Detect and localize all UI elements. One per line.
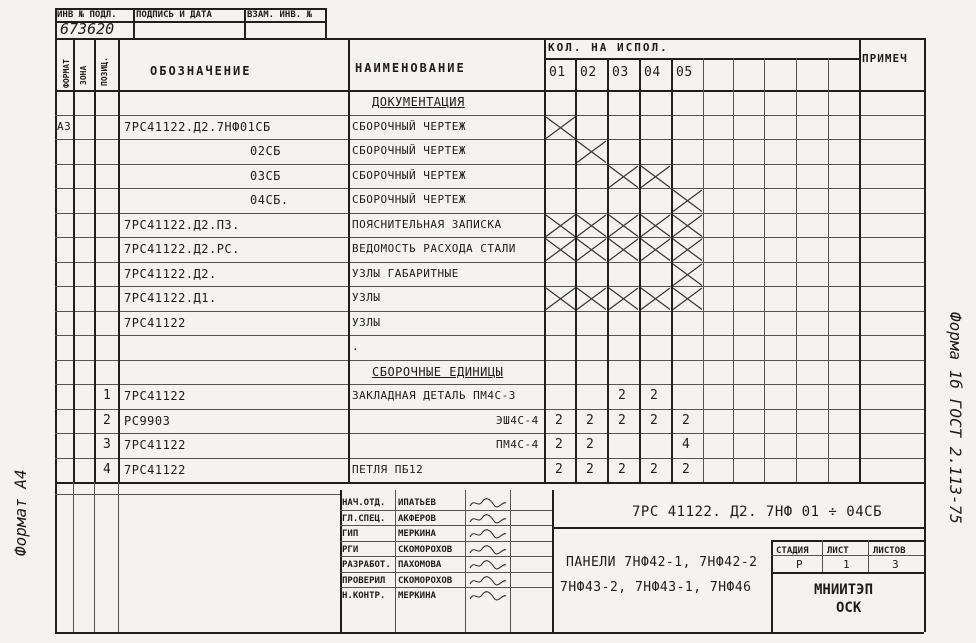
listov-value: 3 (892, 558, 899, 571)
cross-mark (609, 239, 638, 261)
row-designation: РС9903 (124, 414, 171, 428)
signature-name: МЕРКИНА (398, 529, 436, 539)
grid-line (55, 409, 924, 410)
cross-mark (577, 141, 606, 163)
row-name: . (352, 340, 360, 353)
signature-role: ГЛ.СПЕЦ. (342, 514, 386, 524)
grid-line (55, 188, 924, 189)
signature-name: ПАХОМОВА (398, 560, 442, 570)
format-note: Формат А4 (11, 469, 30, 556)
stadia-label: СТАДИЯ (776, 546, 809, 556)
cross-mark (641, 239, 670, 261)
row-name: ЗАКЛАДНАЯ ДЕТАЛЬ ПМ4С-3 (352, 389, 516, 402)
grid-line (55, 360, 924, 361)
signature-name: ИПАТЬЕВ (398, 498, 436, 508)
row-name: СБОРОЧНЫЙ ЧЕРТЕЖ (352, 193, 466, 206)
exec-col-header: 02 (580, 65, 597, 80)
grid-line (55, 311, 924, 312)
cross-mark (673, 215, 702, 237)
grid-line (703, 58, 704, 482)
title-line-1: ПАНЕЛИ 7НФ42-1, 7НФ42-2 (566, 555, 758, 570)
row-quantity: 2 (618, 413, 627, 428)
row-designation: 02СБ (250, 144, 281, 158)
grid-line (796, 58, 797, 482)
row-name: СБОРОЧНЫЙ ЧЕРТЕЖ (352, 169, 466, 182)
row-designation: 03СБ (250, 169, 281, 183)
grid-line (55, 213, 924, 214)
grid-line (924, 38, 926, 632)
cross-mark (609, 288, 638, 310)
grid-line (340, 525, 552, 526)
row-quantity: 2 (650, 388, 659, 403)
row-quantity: 2 (555, 462, 564, 477)
grid-line (118, 38, 120, 482)
grid-line (552, 490, 554, 632)
grid-line (55, 139, 924, 140)
grid-line (55, 164, 924, 165)
cross-mark (577, 215, 606, 237)
signature-role: ГИП (342, 529, 359, 539)
grid-line (340, 541, 552, 542)
row-designation: 7РС41122 (124, 389, 186, 403)
row-name: ЭШ4С-4 (496, 414, 539, 427)
grid-line (55, 335, 924, 336)
grid-line (771, 572, 924, 574)
row-quantity: 2 (555, 437, 564, 452)
row-name: УЗЛЫ (352, 316, 381, 329)
grid-line (510, 490, 511, 632)
list-value: 1 (843, 558, 850, 571)
cross-mark (609, 215, 638, 237)
grid-line (55, 38, 924, 40)
row-name: СБОРОЧНЫЙ ЧЕРТЕЖ (352, 120, 466, 133)
kol-na-ispol-header: КОЛ. НА ИСПОЛ. (548, 41, 669, 54)
row-designation: 7РС41122 (124, 316, 186, 330)
podpis-label: ПОДПИСЬ И ДАТА (136, 10, 212, 20)
grid-line (340, 510, 552, 511)
grid-line (55, 433, 924, 434)
row-quantity: 2 (586, 413, 595, 428)
grid-line (544, 58, 859, 60)
grid-line (55, 262, 924, 263)
grid-line (55, 458, 924, 459)
handwritten-signature (468, 590, 508, 602)
signature-role: НАЧ.ОТД. (342, 498, 386, 508)
grid-line (575, 58, 577, 482)
row-quantity: 2 (586, 437, 595, 452)
cross-mark (641, 215, 670, 237)
cross-mark (546, 239, 575, 261)
grid-line (94, 38, 96, 482)
cross-mark (673, 239, 702, 261)
grid-line (771, 540, 924, 542)
row-designation: 7РС41122.Д2.ПЗ. (124, 218, 240, 232)
cross-mark (673, 264, 702, 286)
grid-line (340, 587, 552, 588)
row-name: ПОЯСНИТЕЛЬНАЯ ЗАПИСКА (352, 218, 502, 231)
grid-line (94, 482, 95, 632)
row-position: 1 (103, 388, 112, 403)
org-line-2: ОСК (836, 600, 862, 616)
row-quantity: 2 (682, 413, 691, 428)
row-position: 4 (103, 462, 112, 477)
grid-line (733, 58, 734, 482)
row-quantity: 2 (555, 413, 564, 428)
grid-line (55, 115, 924, 116)
grid-line (118, 482, 119, 632)
form-note: Форма 1б ГОСТ 2.113-75 (946, 312, 965, 524)
row-position: 3 (103, 437, 112, 452)
row-name: ДОКУМЕНТАЦИЯ (372, 95, 465, 109)
row-designation: 7РС41122 (124, 438, 186, 452)
handwritten-signature (468, 559, 508, 571)
grid-line (55, 384, 924, 385)
row-name: УЗЛЫ ГАБАРИТНЫЕ (352, 267, 459, 280)
row-designation: 7РС41122 (124, 463, 186, 477)
cross-mark (546, 288, 575, 310)
row-name: УЗЛЫ (352, 291, 381, 304)
grid-line (55, 482, 924, 484)
title-line-2: 7НФ43-2, 7НФ43-1, 7НФ46 (560, 580, 752, 595)
exec-col-header: 05 (676, 65, 693, 80)
oboznachenie-header: ОБОЗНАЧЕНИЕ (150, 64, 252, 78)
cross-mark (546, 215, 575, 237)
primech-header: ПРИМЕЧ (862, 52, 908, 65)
row-quantity: 2 (650, 413, 659, 428)
row-name: ВЕДОМОСТЬ РАСХОДА СТАЛИ (352, 242, 516, 255)
signature-name: СКОМОРОХОВ (398, 545, 453, 555)
handwritten-signature (468, 528, 508, 540)
grid-line (348, 38, 350, 482)
listov-label: ЛИСТОВ (873, 546, 906, 556)
format-header: ФОРМАТ (62, 59, 71, 88)
row-designation: 7РС41122.Д2.РС. (124, 242, 240, 256)
row-position: 2 (103, 413, 112, 428)
grid-line (465, 490, 466, 632)
naimenovanie-header: НАИМЕНОВАНИЕ (355, 61, 466, 75)
exec-col-header: 01 (549, 65, 566, 80)
row-designation: 7РС41122.Д2.7НФ01СБ (124, 120, 271, 134)
grid-line (771, 540, 773, 632)
grid-line (868, 540, 869, 572)
row-quantity: 2 (682, 462, 691, 477)
inventory-number: 673620 (60, 20, 115, 38)
grid-line (859, 38, 861, 482)
handwritten-signature (468, 575, 508, 587)
cross-mark (641, 288, 670, 310)
grid-line (340, 556, 552, 557)
row-quantity: 4 (682, 437, 691, 452)
cross-mark (609, 166, 638, 188)
grid-line (607, 58, 609, 482)
inv-podl-label: ИНВ № ПОДЛ. (57, 10, 117, 20)
signature-role: РАЗРАБОТ. (342, 560, 391, 570)
row-quantity: 2 (650, 462, 659, 477)
row-designation: 7РС41122.Д2. (124, 267, 217, 281)
org-line-1: МНИИТЭП (814, 582, 874, 598)
handwritten-signature (468, 497, 508, 509)
list-label: ЛИСТ (827, 546, 849, 556)
cross-mark (577, 239, 606, 261)
doc-designation: 7РС 41122. Д2. 7НФ 01 ÷ 04СБ (632, 504, 883, 520)
grid-line (55, 632, 924, 634)
zona-header: ЗОНА (79, 65, 88, 85)
row-name: СБОРОЧНЫЕ ЕДИНИЦЫ (372, 365, 504, 379)
signature-name: АКФЕРОВ (398, 514, 436, 524)
grid-line (55, 237, 924, 238)
poz-header: ПОЗИЦ. (100, 57, 109, 86)
signature-name: МЕРКИНА (398, 591, 436, 601)
vzam-label: ВЗАМ. ИНВ. № (247, 10, 313, 20)
signature-role: РГИ (342, 545, 359, 555)
grid-line (55, 286, 924, 287)
grid-line (340, 572, 552, 573)
cross-mark (577, 288, 606, 310)
row-quantity: 2 (618, 462, 627, 477)
grid-line (55, 494, 340, 495)
row-designation: 7РС41122.Д1. (124, 291, 217, 305)
cross-mark (673, 288, 702, 310)
grid-line (73, 482, 74, 632)
row-name: СБОРОЧНЫЙ ЧЕРТЕЖ (352, 144, 466, 157)
grid-line (395, 490, 396, 632)
row-designation: 04СБ. (250, 193, 289, 207)
handwritten-signature (468, 513, 508, 525)
signature-name: СКОМОРОХОВ (398, 576, 453, 586)
grid-line (822, 540, 823, 572)
signature-role: Н.КОНТР. (342, 591, 386, 601)
cross-mark (673, 190, 702, 212)
cross-mark (546, 117, 575, 139)
signature-role: ПРОВЕРИЛ (342, 576, 386, 586)
row-quantity: 2 (586, 462, 595, 477)
grid-line (552, 527, 924, 529)
handwritten-signature (468, 544, 508, 556)
grid-line (828, 58, 829, 482)
grid-line (55, 90, 924, 92)
row-name: ПЕТЛЯ ПБ12 (352, 463, 424, 476)
grid-line (639, 58, 641, 482)
grid-line (764, 58, 765, 482)
row-format: А3 (57, 120, 72, 133)
grid-line (73, 38, 75, 482)
row-name: ПМ4С-4 (496, 438, 539, 451)
stadia-value: Р (796, 558, 803, 571)
cross-mark (641, 166, 670, 188)
exec-col-header: 04 (644, 65, 661, 80)
exec-col-header: 03 (612, 65, 629, 80)
row-quantity: 2 (618, 388, 627, 403)
